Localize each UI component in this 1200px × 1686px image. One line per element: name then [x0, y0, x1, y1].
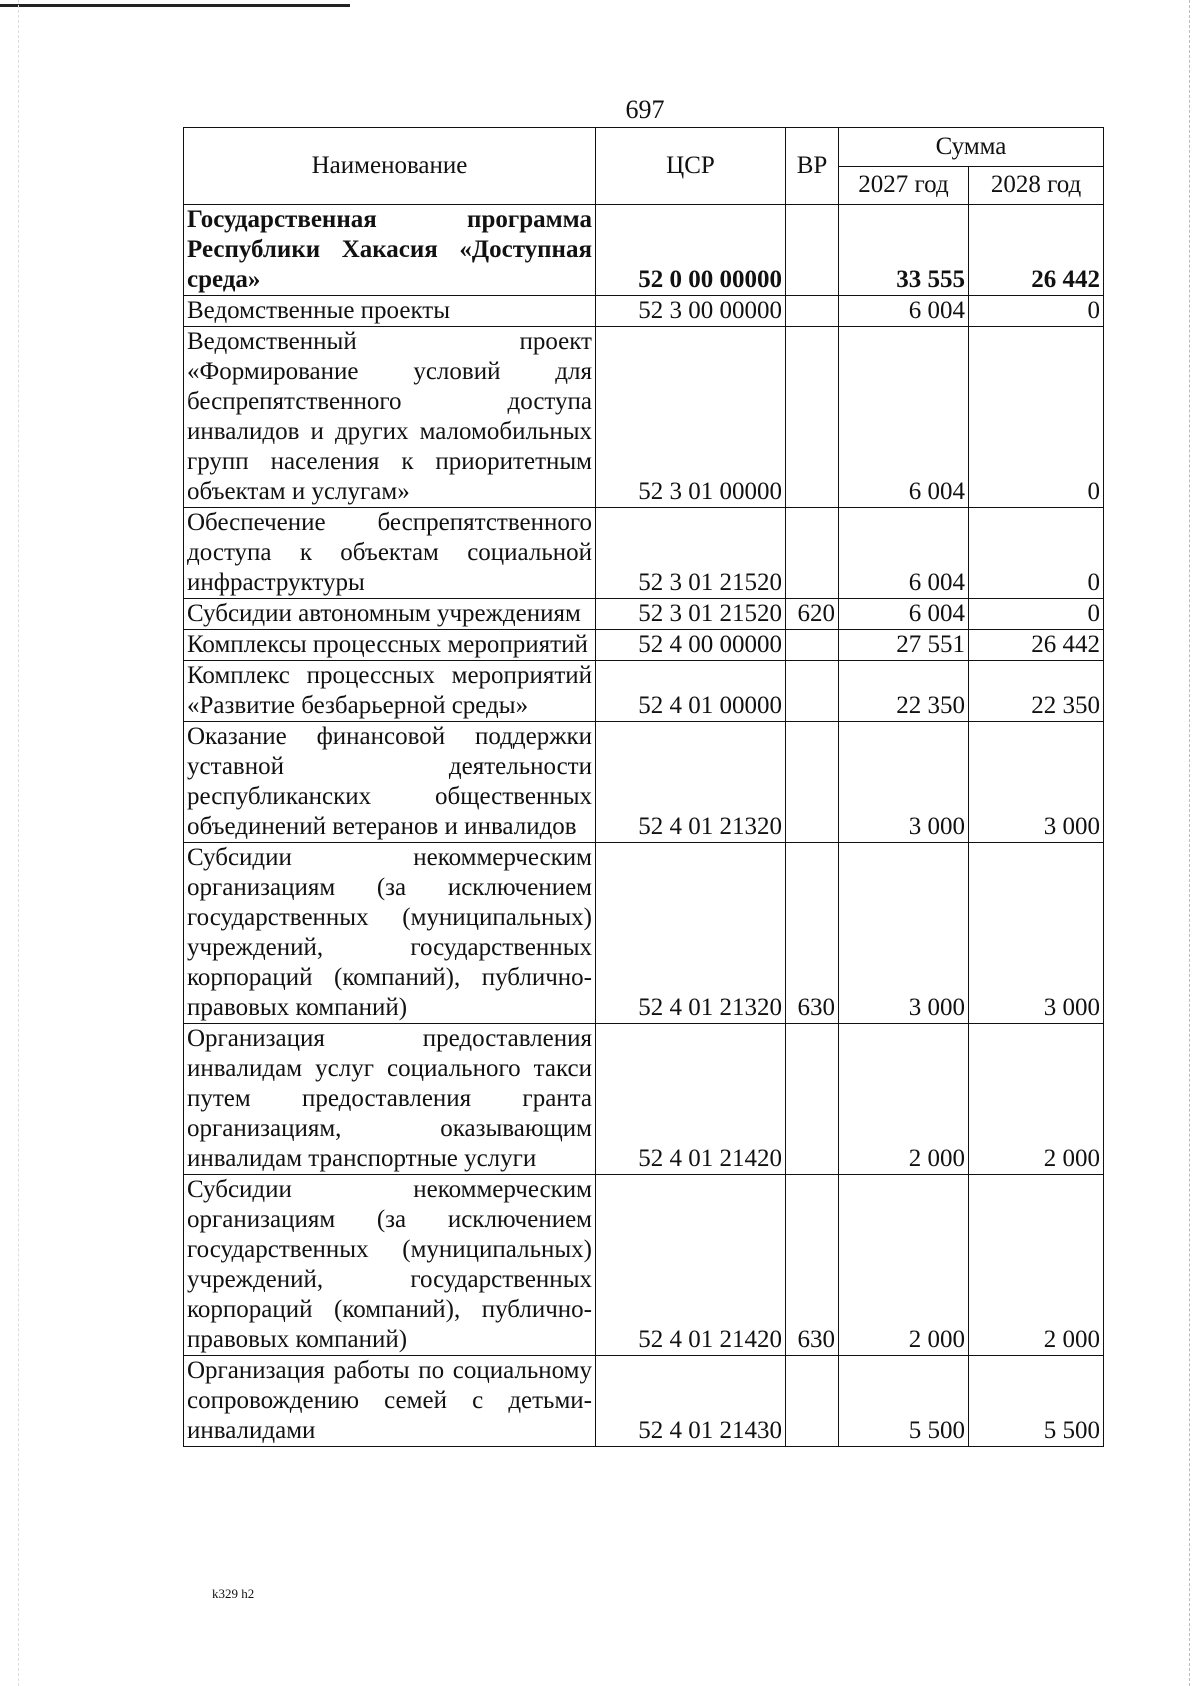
row-2027: 5 500	[839, 1356, 969, 1447]
row-vr	[786, 1024, 839, 1175]
row-2027: 6 004	[839, 599, 969, 630]
row-csr: 52 4 01 00000	[596, 661, 786, 722]
header-vr: ВР	[786, 128, 839, 205]
table-row	[184, 1356, 1104, 1447]
row-vr	[786, 1356, 839, 1447]
row-2028: 0	[969, 508, 1104, 599]
row-csr: 52 4 01 21420	[596, 1024, 786, 1175]
row-2027: 3 000	[839, 843, 969, 1024]
scan-left-edge	[18, 0, 20, 1686]
row-name: Комплексы процессных мероприятий	[184, 630, 596, 661]
row-2028: 26 442	[969, 630, 1104, 661]
row-2028: 5 500	[969, 1356, 1104, 1447]
row-2028: 0	[969, 599, 1104, 630]
table-body	[184, 205, 1104, 1447]
row-vr: 630	[786, 1175, 839, 1356]
header-year-2027: 2027 год	[839, 166, 969, 205]
table-row	[184, 843, 1104, 1024]
row-2028: 3 000	[969, 722, 1104, 843]
row-csr: 52 4 01 21320	[596, 843, 786, 1024]
table-header	[184, 128, 1104, 205]
header-name: Наименование	[184, 128, 596, 205]
row-csr: 52 4 00 00000	[596, 630, 786, 661]
row-csr: 52 3 01 21520	[596, 599, 786, 630]
row-2028: 0	[969, 296, 1104, 327]
header-csr: ЦСР	[596, 128, 786, 205]
row-csr: 52 4 01 21430	[596, 1356, 786, 1447]
row-2028: 0	[969, 327, 1104, 508]
row-2027: 6 004	[839, 296, 969, 327]
row-2027: 6 004	[839, 508, 969, 599]
row-vr: 630	[786, 843, 839, 1024]
table-row	[184, 296, 1104, 327]
row-2027: 2 000	[839, 1024, 969, 1175]
row-vr	[786, 661, 839, 722]
row-name: Ведомственный проект «Формирование условий для беспрепятственного доступа инвалидов и других маломобильных групп населения к приоритетным объектам и услугам»	[184, 327, 596, 508]
row-csr: 52 3 01 00000	[596, 327, 786, 508]
row-name: Ведомственные проекты	[184, 296, 596, 327]
row-name: Комплекс процессных мероприятий «Развитие безбарьерной среды»	[184, 661, 596, 722]
scan-top-line	[0, 4, 350, 7]
table-row	[184, 661, 1104, 722]
row-name: Организация работы по социальному сопровождению семей с детьми-инвалидами	[184, 1356, 596, 1447]
row-name: Субсидии некоммерческим организациям (за исключением государственных (муниципальных) учреждений, государственных корпораций (компаний), публично-правовых компаний)	[184, 1175, 596, 1356]
row-name: Субсидии автономным учреждениям	[184, 599, 596, 630]
table-row	[184, 508, 1104, 599]
row-vr	[786, 205, 839, 296]
row-csr: 52 4 01 21420	[596, 1175, 786, 1356]
row-name: Оказание финансовой поддержки уставной деятельности республиканских общественных объединений ветеранов и инвалидов	[184, 722, 596, 843]
row-2027: 3 000	[839, 722, 969, 843]
row-2028: 2 000	[969, 1175, 1104, 1356]
table-row	[184, 1175, 1104, 1356]
row-vr	[786, 296, 839, 327]
table-row	[184, 630, 1104, 661]
row-vr	[786, 508, 839, 599]
row-2027: 22 350	[839, 661, 969, 722]
row-2027: 27 551	[839, 630, 969, 661]
row-2028: 22 350	[969, 661, 1104, 722]
row-csr: 52 3 01 21520	[596, 508, 786, 599]
row-csr: 52 3 00 00000	[596, 296, 786, 327]
table-row	[184, 1024, 1104, 1175]
footer-code: k329 h2	[212, 1586, 255, 1601]
row-csr: 52 0 00 00000	[596, 205, 786, 296]
header-sum: Сумма	[839, 128, 1104, 167]
table-row	[184, 327, 1104, 508]
budget-table	[183, 127, 1104, 1447]
scan-right-edge	[1188, 0, 1190, 1686]
row-2028: 2 000	[969, 1024, 1104, 1175]
row-2028: 26 442	[969, 205, 1104, 296]
row-2027: 33 555	[839, 205, 969, 296]
row-2027: 2 000	[839, 1175, 969, 1356]
table-row	[184, 599, 1104, 630]
row-2028: 3 000	[969, 843, 1104, 1024]
row-name: Организация предоставления инвалидам услуг социального такси путем предоставления гранта организациям, оказывающим инвалидам транспортные услуги	[184, 1024, 596, 1175]
row-vr	[786, 630, 839, 661]
row-vr	[786, 327, 839, 508]
table-row	[184, 722, 1104, 843]
row-vr: 620	[786, 599, 839, 630]
row-vr	[786, 722, 839, 843]
row-2027: 6 004	[839, 327, 969, 508]
header-row-1	[184, 128, 1104, 167]
header-year-2028: 2028 год	[969, 166, 1104, 205]
row-name: Обеспечение беспрепятственного доступа к объектам социальной инфраструктуры	[184, 508, 596, 599]
row-name: Государственная программа Республики Хакасия «Доступная среда»	[184, 205, 596, 296]
row-name: Субсидии некоммерческим организациям (за исключением государственных (муниципальных) учреждений, государственных корпораций (компаний), публично-правовых компаний)	[184, 843, 596, 1024]
table-row	[184, 205, 1104, 296]
row-csr: 52 4 01 21320	[596, 722, 786, 843]
page-number: 697	[625, 95, 665, 124]
